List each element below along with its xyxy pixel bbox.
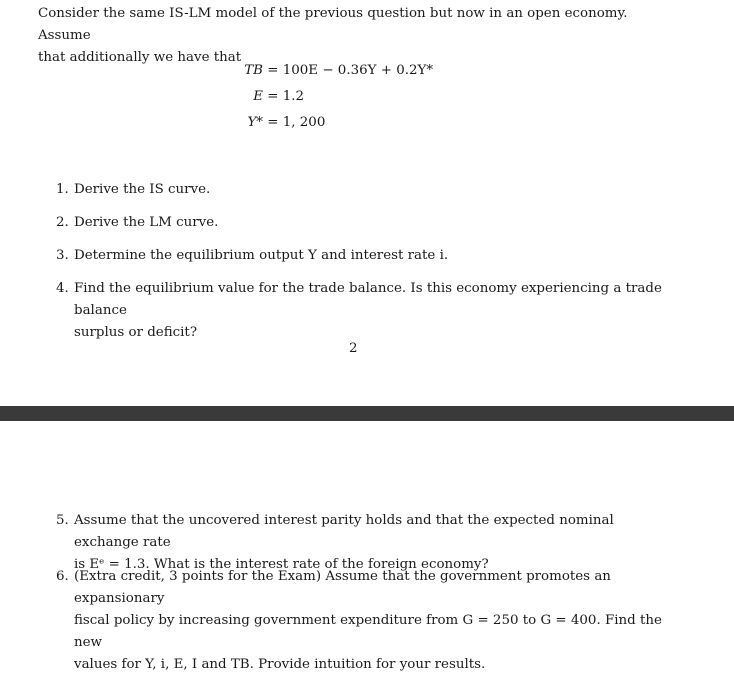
question-text-line-1: (Extra credit, 3 points for the Exam) Assume that the government promotes an expansionary [74,569,611,606]
question-6 [56,566,676,676]
equation-rhs: = 100E − 0.36Y + 0.2Y* [267,63,434,78]
question-text-line-2: is Eᵉ = 1.3. What is the interest rate of the foreign economy? [74,557,489,572]
equation-e [205,89,304,104]
question-4 [56,278,676,344]
equation-ystar [205,115,325,130]
equation-tb [205,63,433,78]
question-text-line-2: surplus or deficit? [74,325,197,340]
equation-lhs: E [253,89,263,104]
question-number: 6. [56,569,69,584]
equation-rhs: = 1.2 [267,89,305,104]
question-text: Derive the LM curve. [74,215,219,230]
question-text-line-1: Find the equilibrium value for the trade balance. Is this economy experiencing a trade balance [74,281,662,318]
question-number: 5. [56,513,69,528]
page-number: 2 [349,341,358,356]
intro-paragraph [38,3,678,69]
question-text-line-3: values for Y, i, E, I and TB. Provide intuition for your results. [74,657,486,672]
question-text: Derive the IS curve. [74,182,211,197]
question-text-line-1: Assume that the uncovered interest parity holds and that the expected nominal exchange rate [74,513,614,550]
equation-lhs: TB [244,63,263,78]
question-3 [56,245,676,267]
question-1 [56,179,676,201]
question-2 [56,212,676,234]
question-number: 2. [56,215,69,230]
intro-line-2: that additionally we have that [38,50,242,65]
question-text: Determine the equilibrium output Y and interest rate i. [74,248,449,263]
question-number: 1. [56,182,69,197]
question-number: 4. [56,281,69,296]
page-separator [0,406,734,421]
equation-rhs: = 1, 200 [267,115,326,130]
equation-lhs: Y* [247,115,263,130]
page-2 [0,421,734,672]
question-number: 3. [56,248,69,263]
question-text-line-2: fiscal policy by increasing government expenditure from G = 250 to G = 400. Find the new [74,613,662,650]
intro-line-1: Consider the same IS-LM model of the previous question but now in an open economy. Assume [38,6,628,43]
